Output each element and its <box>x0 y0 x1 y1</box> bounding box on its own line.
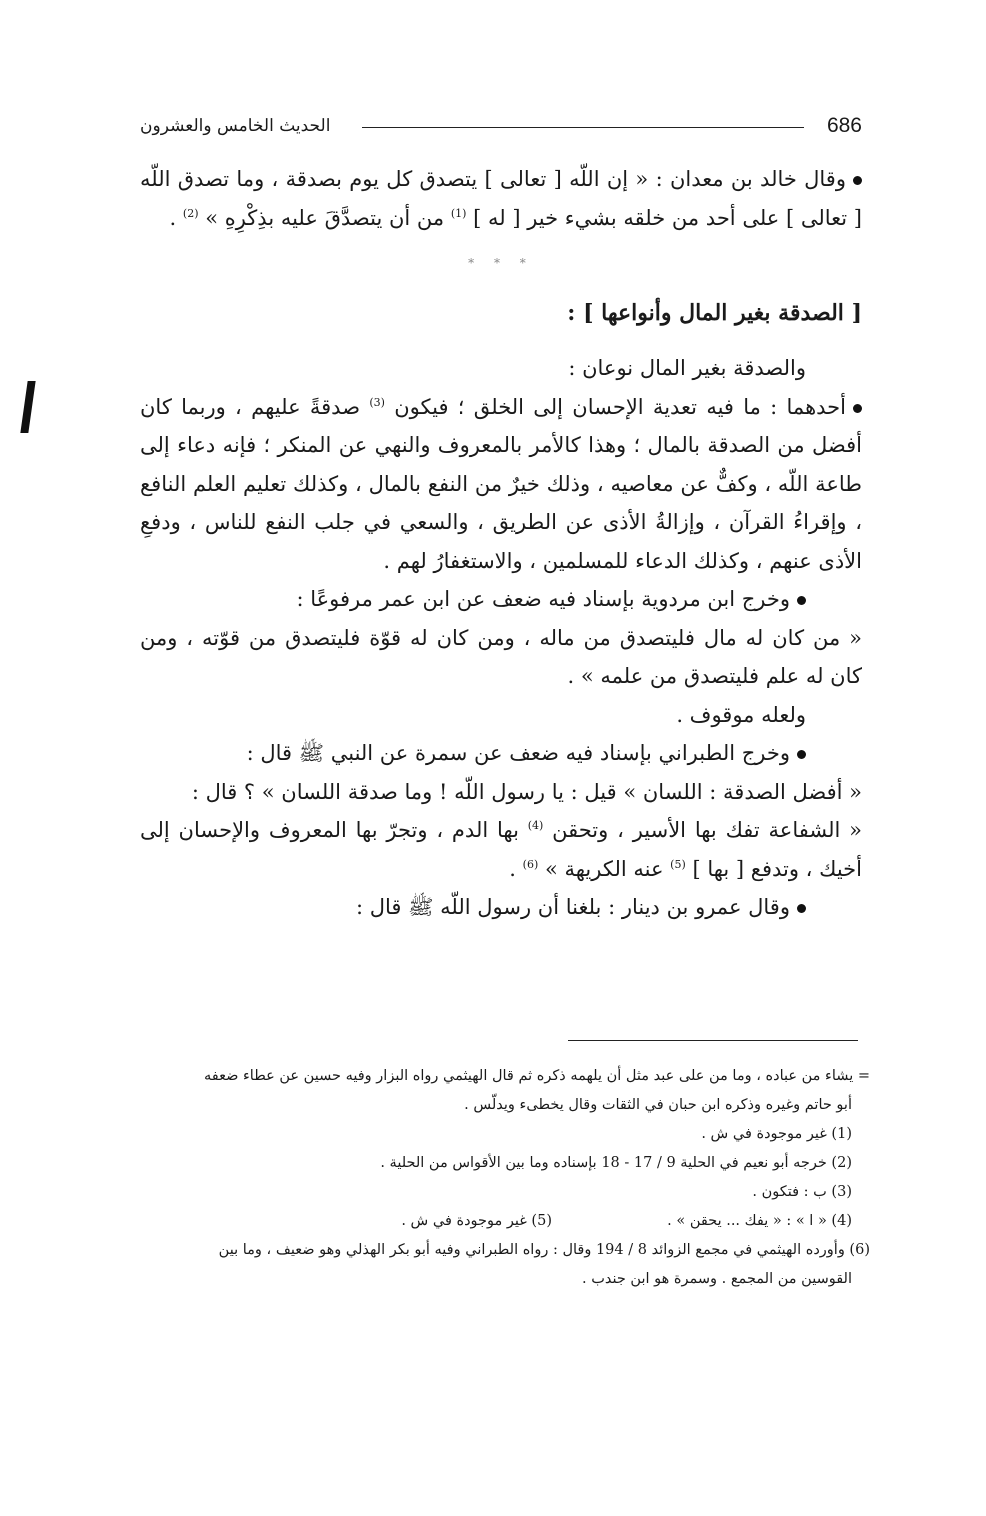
footnote: (2) خرجه أبو نعيم في الحلية 9 / 17 - 18 بإسناده وما بين الأقواس من الحلية . <box>380 1155 852 1171</box>
section-heading: [ الصدقة بغير المال وأنواعها ] : <box>567 300 862 326</box>
paragraph: وخرج الطبراني بإسناد فيه ضعف عن سمرة عن النبي ﷺ قال : <box>140 734 862 773</box>
page-header <box>140 108 862 144</box>
paragraph: وقال خالد بن معدان : « إن اللّه [ تعالى ] يتصدق كل يوم بصدقة ، وما تصدق اللّه [ تعالى ] على أحد من خلقه بشيء خير [ له ] $^{(1)}$ من أن يتصدَّقَ عليه بذِكْرِهِ » $^{(2)}$ . <box>140 167 862 230</box>
footnote: القوسين من المجمع . وسمرة هو ابن جندب . <box>582 1271 852 1287</box>
footnote: (3) ب : فتكون . <box>752 1184 852 1200</box>
bullet-icon <box>797 750 806 759</box>
bullet-icon <box>797 596 806 605</box>
page-number: 686 <box>826 114 862 137</box>
paragraph: وقال عمرو بن دينار : بلغنا أن رسول اللّه ﷺ قال : <box>140 888 862 927</box>
footnote: (1) غير موجودة في ش . <box>701 1126 852 1142</box>
footnote-row <box>140 1207 870 1236</box>
bullet-icon <box>853 404 862 413</box>
footnote-continued: = يشاء من عباده ، وما من على عبد مثل أن يلهمه ذكره ثم قال الهيثمي رواه البزار وفيه حسين عن عطاء ضعفه <box>203 1068 870 1084</box>
footnote: (5) غير موجودة في ش . <box>401 1213 552 1229</box>
paragraph: وخرج ابن مردوية بإسناد فيه ضعف عن ابن عمر مرفوعًا : <box>140 580 862 619</box>
paragraph: « من كان له مال فليتصدق من ماله ، ومن كان له قوّة فليتصدق من قوّته ، ومن كان له علم فليتصدق من علمه » . <box>140 625 862 688</box>
footnote-ref: (3) <box>369 395 385 409</box>
bullet-icon <box>797 904 806 913</box>
footnote-ref: (1) <box>450 206 467 220</box>
footnote-rule <box>568 1040 858 1041</box>
header-rule <box>362 127 804 128</box>
footnote-ref: (6) <box>522 857 539 871</box>
footnote-ref: (4) <box>527 819 544 832</box>
bullet-icon <box>853 176 862 185</box>
footnote: (6) وأورده الهيثمي في مجمع الزوائد 8 / 194 وقال : رواه الطبراني وفيه أبو بكر الهذلي وهو ضعيف ، وما بين <box>218 1242 870 1258</box>
footnote-ref: (2) <box>182 206 199 220</box>
running-title: الحديث الخامس والعشرون <box>140 116 331 136</box>
footnote-ref: (5) <box>670 857 686 871</box>
paragraph: « الشفاعة تفك بها الأسير ، وتحقن $^{(4)}$ بها الدم ، وتجرّ بها المعروف والإحسان إلى أخيك ، وتدفع [ بها ] $^{(5)}$ عنه الكريهة » $^{(6)}$ . <box>140 818 862 881</box>
main-text <box>140 160 862 927</box>
paragraph: ولعله موقوف . <box>676 702 806 727</box>
paragraph: « أفضل الصدقة : اللسان » قيل : يا رسول اللّه ! وما صدقة اللسان » ؟ قال : <box>191 779 862 804</box>
footnote-continued: أبو حاتم وغيره وذكره ابن حبان في الثقات وقال يخطىء ويدلّس . <box>464 1097 852 1113</box>
margin-mark <box>20 381 35 433</box>
footnote: (4) « ا » : « يفك ... يحقن » . <box>667 1213 852 1229</box>
section-separator-stars: * * * <box>468 256 534 270</box>
paragraph: أحدهما : ما فيه تعدية الإحسان إلى الخلق ؛ فيكون $^{(3)}$ صدقةً عليهم ، وربما كان أفضل من الصدقة بالمال ؛ وهذا كالأمر بالمعروف والنهي عن المنكر ؛ فإنه دعاء إلى طاعة اللّه ، وكفٌّ عن معاصيه ، وذلك خيرٌ من النفع بالمال ، وكذلك تعليم العلم النافع ، وإقراءُ القرآن ، وإزالةُ الأذى عن الطريق ، والسعي في جلب النفع للناس ، ودفعِ الأذى عنهم ، وكذلك الدعاء للمسلمين ، والاستغفارُ لهم . <box>140 394 863 573</box>
paragraph: والصدقة بغير المال نوعان : <box>568 356 806 380</box>
footnotes <box>140 1062 870 1294</box>
